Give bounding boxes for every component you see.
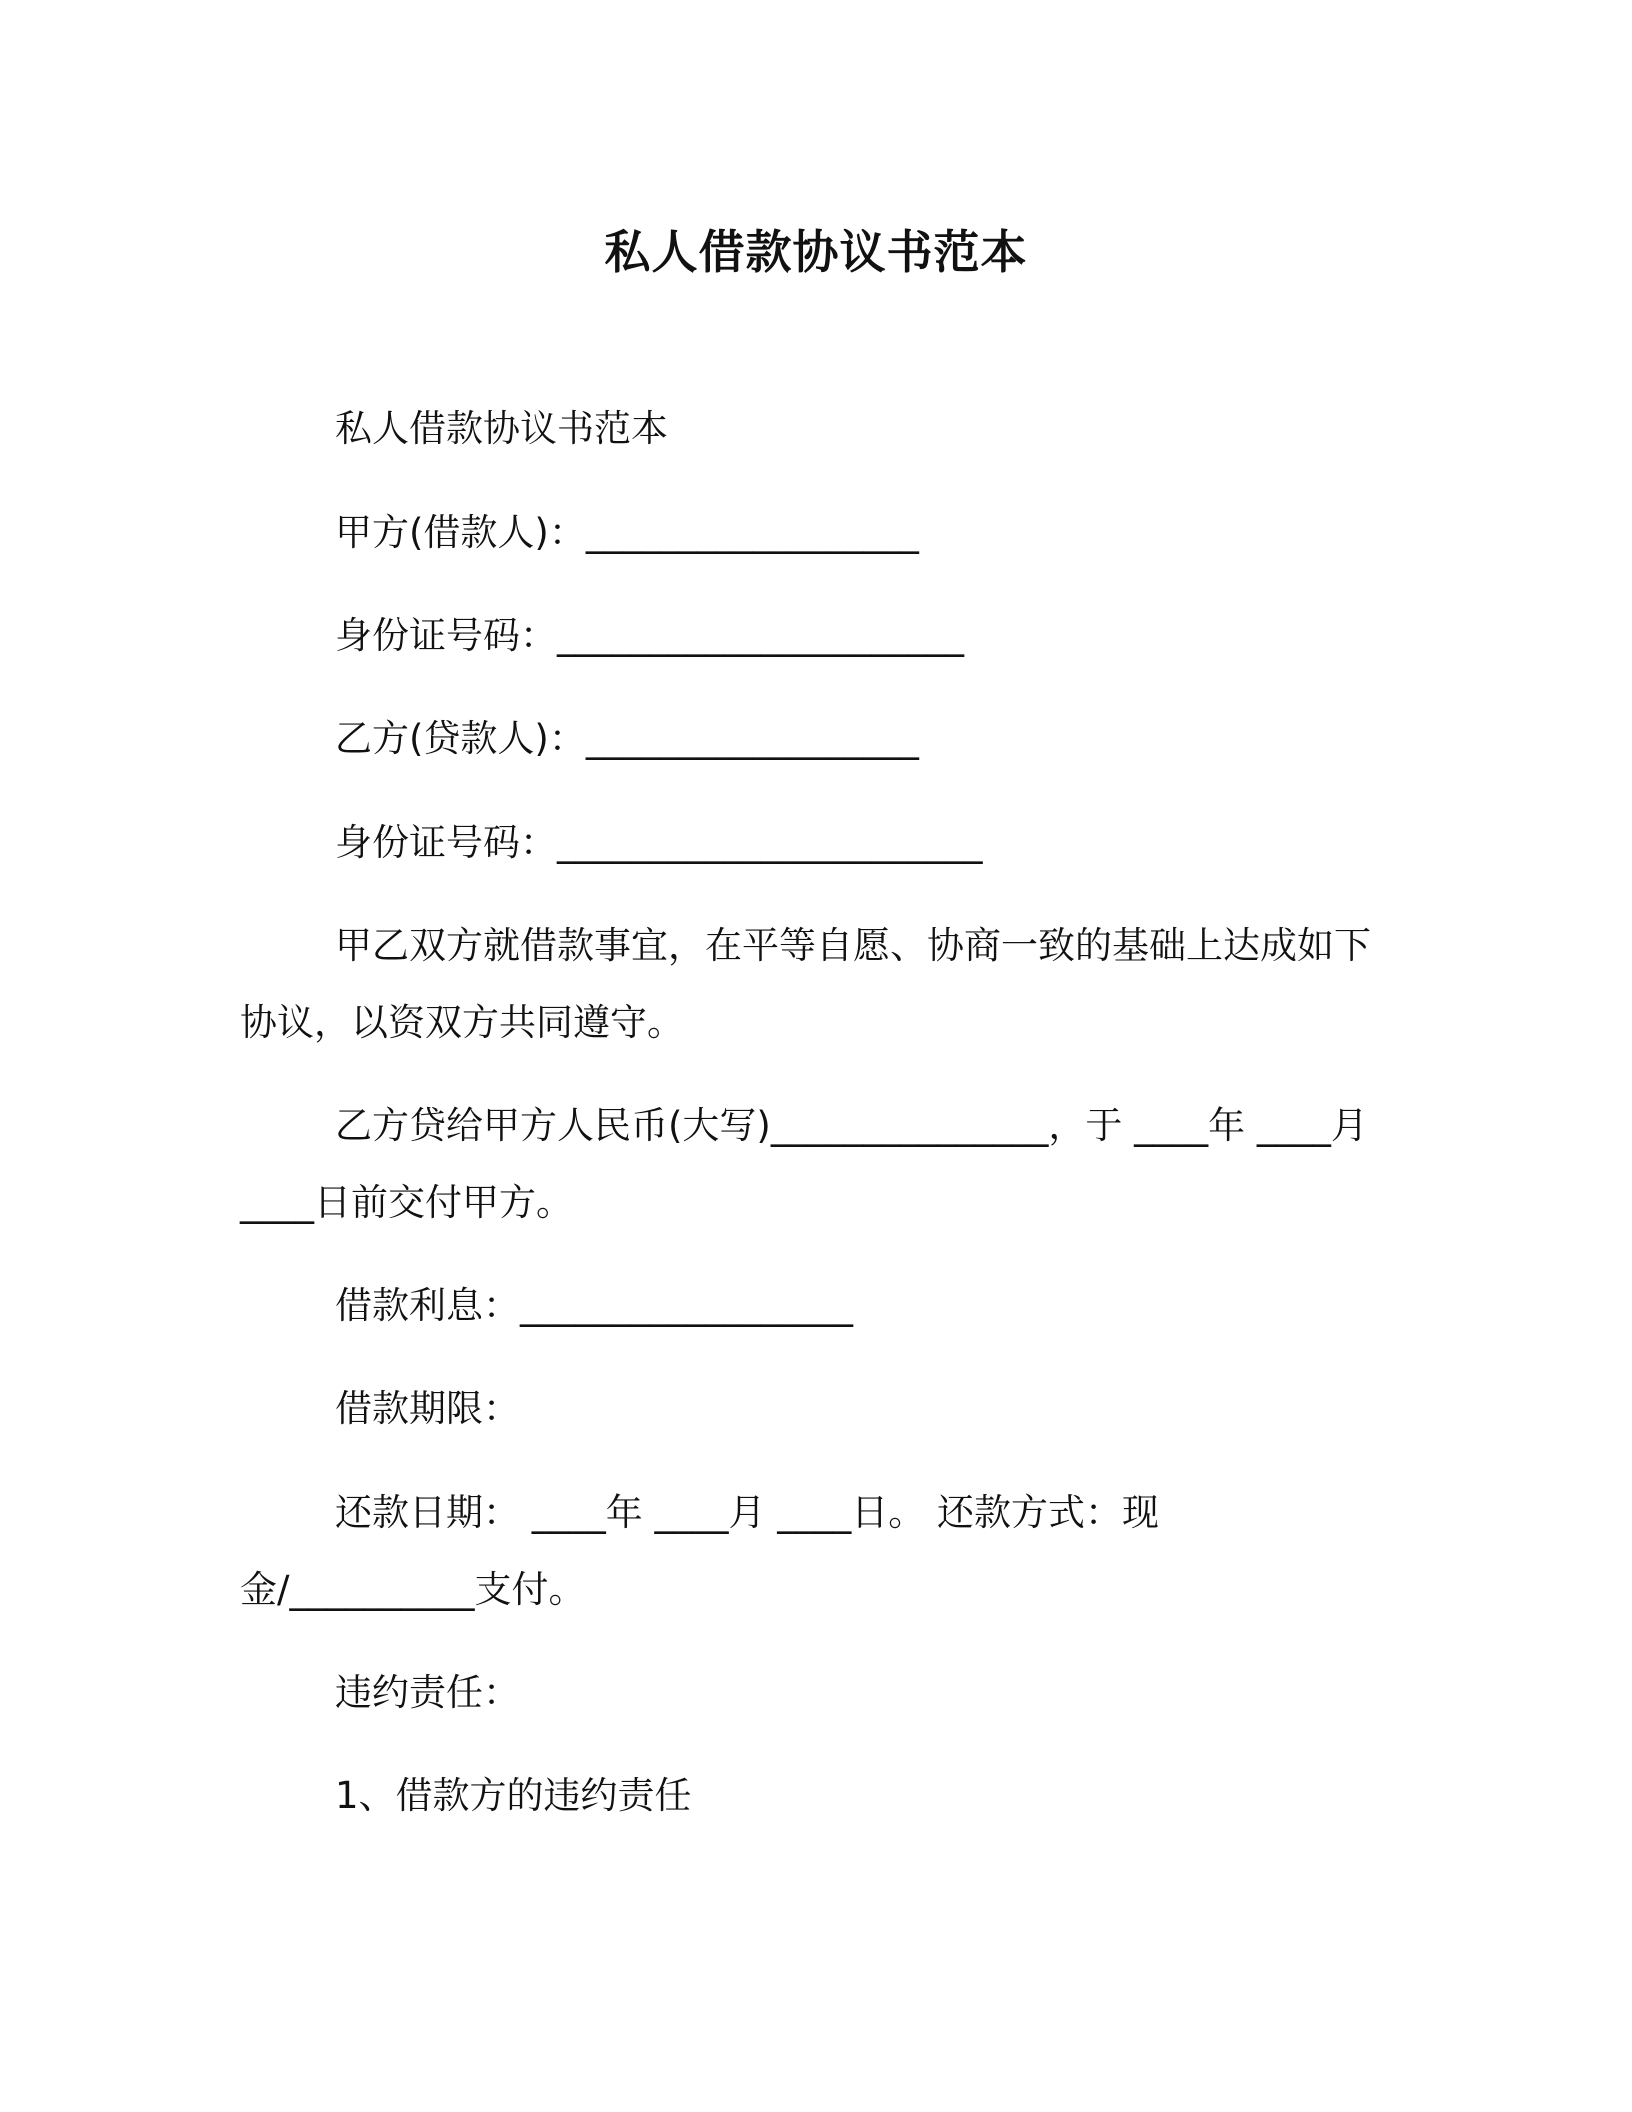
paragraph-liability-heading: 违约责任： bbox=[335, 1671, 520, 1714]
paragraph-loan-amount: 乙方贷给甲方人民币(大写)_______________，于 ____年 ____月 ____日前交付甲方。 bbox=[240, 1104, 1380, 1224]
paragraph-party-b-id: 身份证号码：_______________________ bbox=[335, 821, 983, 864]
paragraph-party-b: 乙方(贷款人)：__________________ bbox=[335, 717, 919, 760]
paragraph-repayment: 还款日期： ____年 ____月 ____日。 还款方式：现金/__________支付。 bbox=[240, 1491, 1160, 1611]
paragraph-loan-term: 借款期限： bbox=[335, 1387, 520, 1430]
paragraph-loan-interest: 借款利息：__________________ bbox=[335, 1284, 853, 1327]
paragraph-borrower-liability: 1、借款方的违约责任 bbox=[335, 1774, 692, 1817]
paragraph-party-a-id: 身份证号码：______________________ bbox=[335, 614, 964, 657]
document-title: 私人借款协议书范本 bbox=[604, 225, 1028, 279]
paragraph-party-a: 甲方(借款人)：__________________ bbox=[335, 511, 919, 554]
paragraph-agreement-intro: 甲乙双方就借款事宜，在平等自愿、协商一致的基础上达成如下协议，以资双方共同遵守。 bbox=[240, 924, 1371, 1044]
paragraph-subtitle: 私人借款协议书范本 bbox=[335, 407, 668, 450]
